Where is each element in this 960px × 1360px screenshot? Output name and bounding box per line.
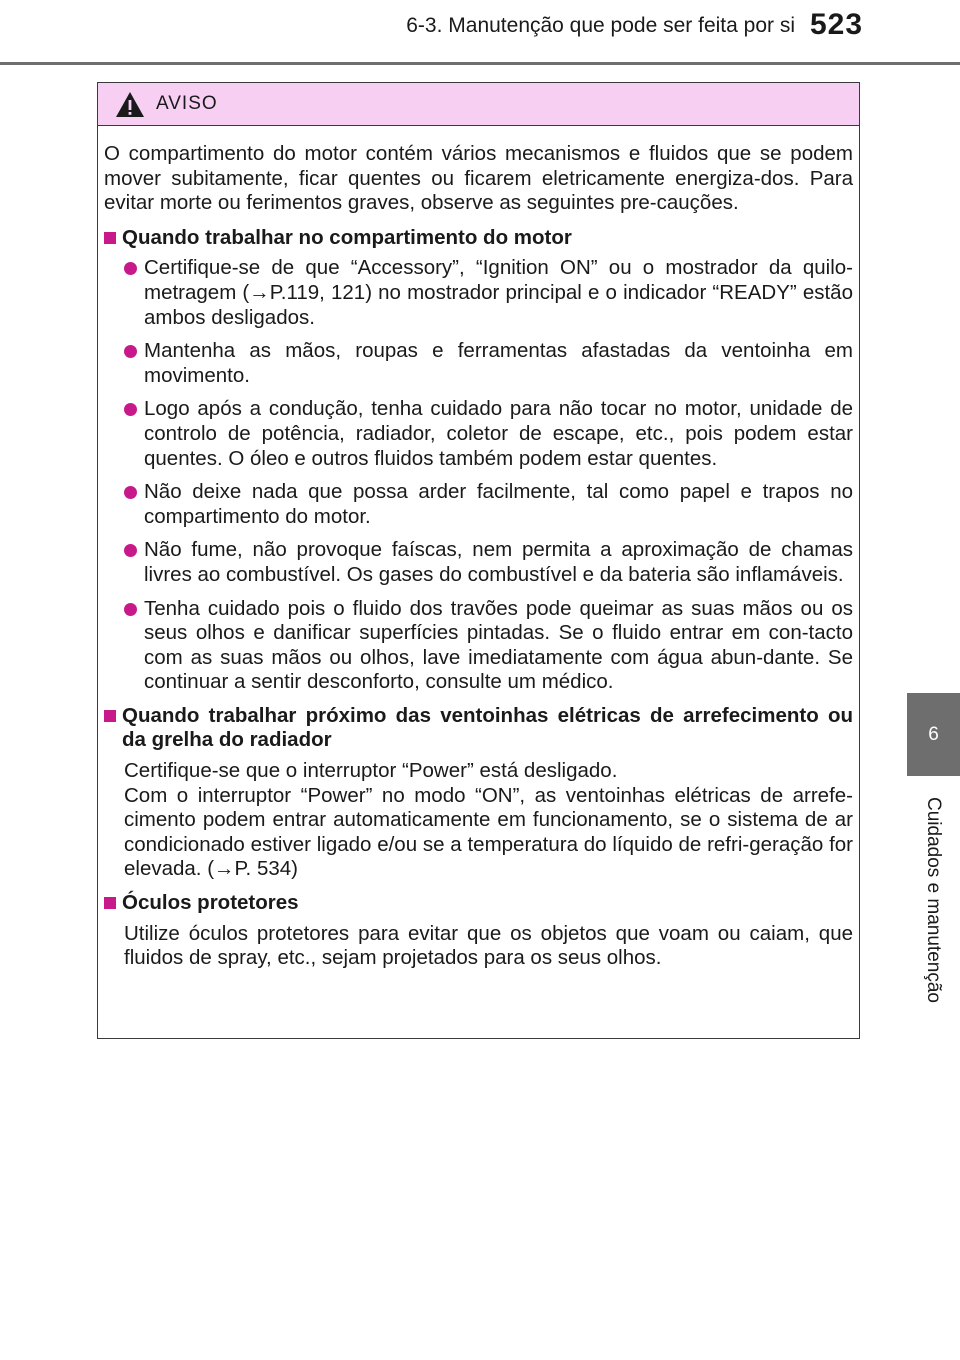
list-item [104, 397, 853, 471]
header-rule [0, 62, 960, 65]
circle-bullet-icon [104, 256, 144, 330]
list-item-text: Certifique-se de que “Accessory”, “Ignition ON” ou o mostrador da quilo-metragem (→P.119, 121) no mostrador principal e o indicador “READY” estão ambos desligados. [144, 256, 853, 329]
warning-header [98, 83, 859, 126]
section-goggles [104, 891, 853, 971]
warning-box [97, 82, 860, 1039]
list-item-text: Logo após a condução, tenha cuidado para não tocar no motor, unidade de controlo de potência, radiador, coletor de escape, etc., pois podem estar quentes. O óleo e outros fluidos também podem estar quentes. [144, 397, 853, 470]
paragraph: Utilize óculos protetores para evitar que os objetos que voam ou caiam, que fluidos de spray, etc., sejam projetados para os seus olhos. [124, 921, 853, 970]
chapter-title: Cuidados e manutenção [923, 797, 944, 1003]
section-heading-text: Quando trabalhar no compartimento do motor [122, 225, 572, 249]
section-heading [104, 891, 853, 916]
list-item [104, 339, 853, 388]
circle-bullet-icon [104, 538, 144, 587]
chapter-number: 6 [928, 723, 939, 745]
chapter-tab[interactable] [907, 693, 960, 776]
circle-bullet-icon [104, 397, 144, 471]
square-bullet-icon [104, 897, 116, 909]
section-cooling-fans [104, 704, 853, 882]
section-heading-text: Óculos protetores [122, 891, 299, 915]
list-item [104, 480, 853, 529]
square-bullet-icon [104, 710, 116, 722]
warning-title: AVISO [156, 93, 218, 114]
section-body [104, 922, 853, 971]
section-engine-compartment [104, 226, 853, 695]
list-item-text: Mantenha as mãos, roupas e ferramentas afastadas da ventoinha em movimento. [144, 339, 853, 387]
warning-triangle-icon [115, 91, 145, 118]
paragraph: Certifique-se que o interruptor “Power” está desligado. [124, 759, 618, 783]
warning-intro: O compartimento do motor contém vários mecanismos e fluidos que se podem mover subitamente, ficar quentes ou ficarem eletricamente energiza-dos. Para evitar morte ou ferimentos graves, observe as seguintes pre-cauções. [104, 142, 853, 215]
circle-bullet-icon [104, 597, 144, 695]
circle-bullet-icon [104, 339, 144, 388]
section-heading [104, 226, 853, 251]
paragraph: Com o interruptor “Power” no modo “ON”, as ventoinhas elétricas de arrefe-cimento podem entrar automaticamente em funcionamento, se o sistema de ar condicionado estiver ligado e/ou se a temperatura do líquido de refri-geração for elevada. (→P. 534) [124, 783, 853, 881]
square-bullet-icon [104, 232, 116, 244]
list-item-text: Não deixe nada que possa arder facilmente, tal como papel e trapos no compartimento do motor. [144, 480, 853, 528]
section-heading [104, 704, 853, 753]
page-number: 523 [810, 8, 864, 41]
list-item [104, 538, 853, 587]
list-item-text: Não fume, não provoque faíscas, nem permita a aproximação de chamas livres ao combustível. Os gases do combustível e da bateria são inflamáveis. [144, 538, 853, 586]
section-heading-text: Quando trabalhar próximo das ventoinhas elétricas de arrefecimento ou da grelha do radiador [122, 703, 853, 752]
list-item [104, 256, 853, 330]
list-item-text: Tenha cuidado pois o fluido dos travões pode queimar as suas mãos ou os seus olhos e danificar superfícies pintadas. Se o fluido entrar em con-tacto com as suas mãos ou olhos, lave imediatamente com água abun-dante. Se continuar a sentir desconforto, consulte um médico. [144, 596, 853, 694]
section-title: 6-3. Manutenção que pode ser feita por si [406, 14, 795, 37]
warning-body [98, 126, 859, 971]
circle-bullet-icon [104, 480, 144, 529]
section-body [104, 759, 853, 882]
list-item [104, 597, 853, 695]
